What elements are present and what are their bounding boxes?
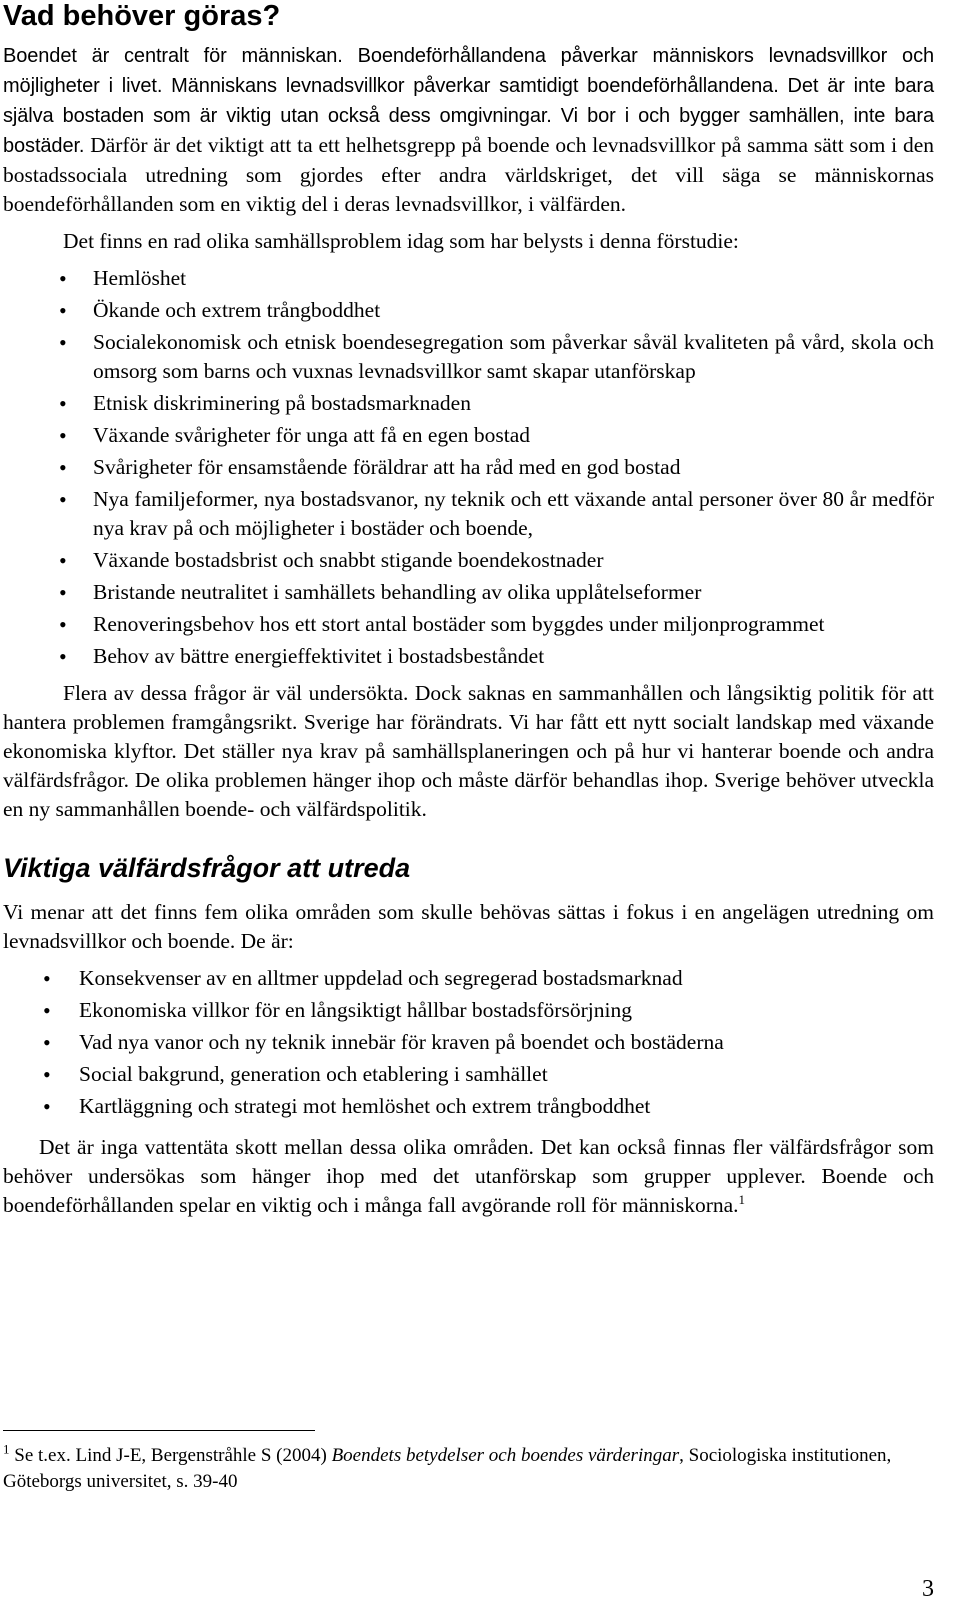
list-item: • Växande bostadsbrist och snabbt stigande boendekostnader bbox=[3, 546, 934, 575]
intro-paragraph bbox=[3, 41, 934, 219]
list-item: • Nya familjeformer, nya bostadsvanor, ny teknik och ett växande antal personer över 80 år medför nya krav på och möjligheter i bostäder och boende, bbox=[3, 485, 934, 543]
list-item: • Behov av bättre energieffektivitet i bostadsbeståndet bbox=[3, 642, 934, 671]
closing-text: Det är inga vattentäta skott mellan dessa olika områden. Det kan också finnas fler välfärdsfrågor som behöver undersökas som hänger ihop med det utanförskap som grupper upplever. Boende och boendeförhållanden spelar en viktig och i många fall avgörande roll för människorna. bbox=[3, 1135, 934, 1217]
footnote-reference[interactable]: 1 bbox=[738, 1191, 746, 1207]
page-number: 3 bbox=[922, 1576, 934, 1602]
closing-paragraph bbox=[3, 1133, 934, 1220]
list-item: • Etnisk diskriminering på bostadsmarknaden bbox=[3, 389, 934, 418]
list-item: • Ekonomiska villkor för en långsiktigt hållbar bostadsförsörjning bbox=[3, 996, 934, 1025]
section-subheading: Viktiga välfärdsfrågor att utreda bbox=[3, 853, 411, 883]
list-item: • Kartläggning och strategi mot hemlöshet och extrem trångboddhet bbox=[3, 1092, 934, 1121]
footnote-text-after: , Sociologiska institutionen, Göteborgs universitet, s. 39-40 bbox=[3, 1445, 892, 1492]
list-item: • Renoveringsbehov hos ett stort antal bostäder som byggdes under miljonprogrammet bbox=[3, 610, 934, 639]
problems-summary: Flera av dessa frågor är väl undersökta. Dock saknas en sammanhållen och långsiktig politik för att hantera problemen framgångsrikt. Sverige har förändrats. Vi har fått ett nytt socialt landskap med växande ekonomiska klyftor. Det ställer nya krav på samhällsplaneringen och på hur vi hanterar boende och andra välfärdsfrågor. De olika problemen hänger ihop och måste därför behandlas ihop. Sverige behöver utveckla en ny sammanhållen boende- och välfärdspolitik. bbox=[3, 681, 934, 821]
problems-list bbox=[3, 264, 934, 671]
list-item: • Bristande neutralitet i samhällets behandling av olika upplåtelseformer bbox=[3, 578, 934, 607]
list-item: • Vad nya vanor och ny teknik innebär för kraven på boendet och bostäderna bbox=[3, 1028, 934, 1057]
list-item: • Växande svårigheter för unga att få en egen bostad bbox=[3, 421, 934, 450]
list-item: • Socialekonomisk och etnisk boendesegregation som påverkar såväl kvaliteten på vård, skola och omsorg som barns och vuxnas levnadsvillkor samt skapar utanförskap bbox=[3, 328, 934, 386]
list-item: • Konsekvenser av en alltmer uppdelad och segregerad bostadsmarknad bbox=[3, 964, 934, 993]
intro-part-2: Därför är det viktigt att ta ett helhetsgrepp på boende och levnadsvillkor på samma sätt som i den bostadssociala utredning som gjordes efter andra världskriget, det vill säga se människornas boendeförhållanden som en viktig del i deras levnadsvillkor, i välfärden. bbox=[3, 133, 934, 216]
list-item: • Hemlöshet bbox=[3, 264, 934, 293]
areas-list bbox=[3, 964, 934, 1121]
list-item: • Svårigheter för ensamstående föräldrar att ha råd med en god bostad bbox=[3, 453, 934, 482]
areas-intro: Vi menar att det finns fem olika områden som skulle behövas sättas i fokus i en angelägen utredning om levnadsvillkor och boende. De är: bbox=[3, 900, 934, 953]
list-item: • Ökande och extrem trångboddhet bbox=[3, 296, 934, 325]
page-heading: Vad behöver göras? bbox=[3, 0, 281, 32]
list-item: • Social bakgrund, generation och etablering i samhället bbox=[3, 1060, 934, 1089]
intro-part-1: Boendet är centralt för människan. Boendeförhållandena påverkar människors levnadsvillkor och möjligheter i livet. Människans levnadsvillkor påverkar samtidigt boendeförhållandena. Det är inte bara själva bostaden som är viktig utan också dess omgivningar. Vi bor i och bygger samhällen, inte bara bostäder. bbox=[3, 45, 934, 157]
footnote bbox=[3, 1443, 923, 1495]
footnote-text-before: Se t.ex. Lind J-E, Bergenstråhle S (2004) bbox=[9, 1445, 332, 1466]
footnote-number: 1 bbox=[3, 1441, 10, 1457]
problems-intro: Det finns en rad olika samhällsproblem idag som har belysts i denna förstudie: bbox=[63, 229, 739, 253]
footnote-title: Boendets betydelser och boendes värderingar bbox=[331, 1445, 680, 1466]
footnote-divider bbox=[3, 1430, 315, 1431]
